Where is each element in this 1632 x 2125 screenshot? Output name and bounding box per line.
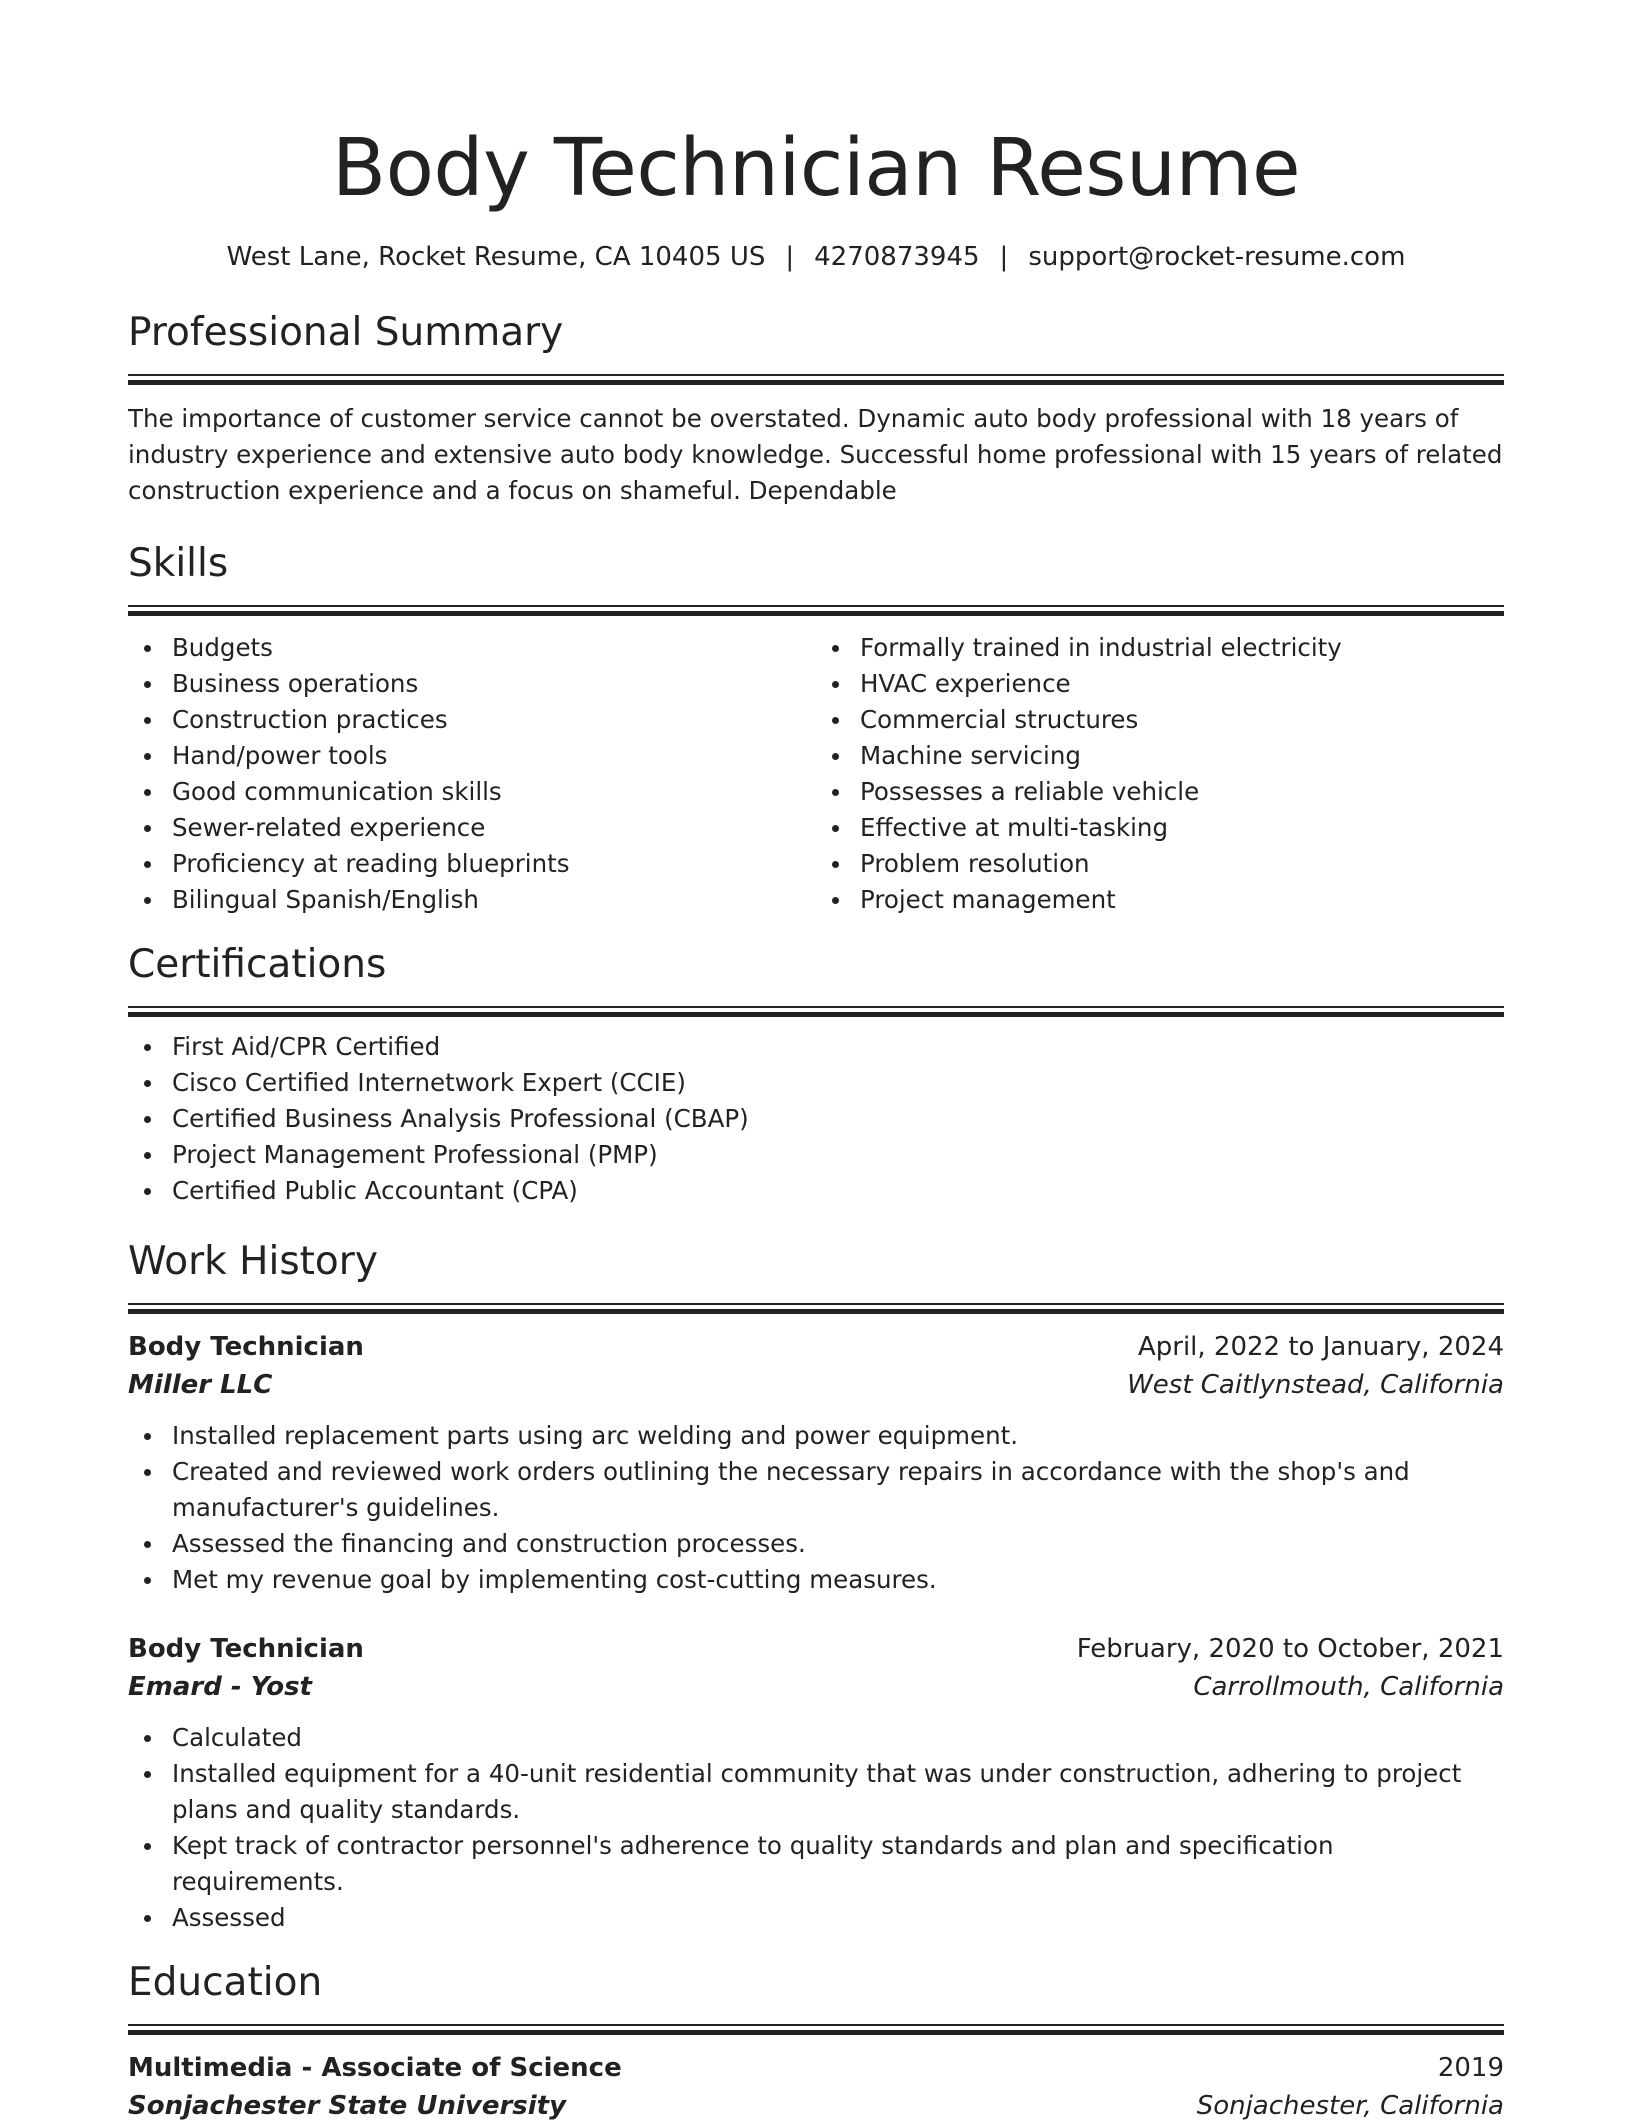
job-dates: April, 2022 to January, 2024 — [1137, 1332, 1504, 1362]
job-subheader — [128, 1668, 1504, 1706]
job-bullet: Met my revenue goal by implementing cost-cutting measures. — [128, 1562, 1504, 1598]
job-entry — [128, 1328, 1504, 1598]
skill-item: Sewer-related experience — [128, 810, 816, 846]
certification-item: Certified Public Accountant (CPA) — [128, 1173, 1504, 1209]
job-company: Emard - Yost — [128, 1672, 312, 1702]
job-bullets — [128, 1418, 1504, 1598]
contact-phone: 4270873945 — [814, 242, 980, 272]
education-school: Sonjachester State University — [128, 2091, 567, 2121]
section-divider — [128, 374, 1504, 385]
contact-line — [128, 240, 1504, 274]
skill-item: Hand/power tools — [128, 738, 816, 774]
job-title: Body Technician — [128, 1634, 364, 1664]
education-header — [128, 2049, 1504, 2087]
job-bullet: Installed equipment for a 40-unit residential community that was under construction, adhering to project plans and quality standards. — [128, 1756, 1504, 1828]
job-location: Carrollmouth, California — [1193, 1672, 1504, 1702]
skills-heading: Skills — [128, 541, 229, 586]
education-year: 2019 — [1437, 2053, 1504, 2083]
certifications-section — [128, 940, 1504, 1209]
summary-heading: Professional Summary — [128, 310, 564, 355]
contact-email: support@rocket-resume.com — [1028, 242, 1406, 272]
skill-item: Project management — [816, 882, 1504, 918]
skill-item: Formally trained in industrial electricity — [816, 630, 1504, 666]
education-heading: Education — [128, 1960, 323, 2005]
resume-title: Body Technician Resume — [331, 122, 1301, 214]
certification-item: Cisco Certified Internetwork Expert (CCIE) — [128, 1065, 1504, 1101]
skill-item: Possesses a reliable vehicle — [816, 774, 1504, 810]
job-header — [128, 1328, 1504, 1366]
skill-item: Effective at multi-tasking — [816, 810, 1504, 846]
section-divider — [128, 1006, 1504, 1017]
skill-item: Business operations — [128, 666, 816, 702]
job-bullet: Kept track of contractor personnel's adherence to quality standards and plan and specification requirements. — [128, 1828, 1504, 1900]
job-title: Body Technician — [128, 1332, 364, 1362]
job-entry — [128, 1630, 1504, 1936]
section-divider — [128, 2024, 1504, 2035]
job-bullet: Installed replacement parts using arc welding and power equipment. — [128, 1418, 1504, 1454]
certification-item: Certified Business Analysis Professional (CBAP) — [128, 1101, 1504, 1137]
job-subheader — [128, 1366, 1504, 1404]
section-divider — [128, 1303, 1504, 1314]
contact-address: West Lane, Rocket Resume, CA 10405 US — [226, 242, 766, 272]
skills-columns — [128, 630, 1504, 918]
skill-item: Good communication skills — [128, 774, 816, 810]
education-subheader — [128, 2087, 1504, 2125]
job-header — [128, 1630, 1504, 1668]
certifications-heading: Certifications — [128, 942, 387, 987]
skill-item: HVAC experience — [816, 666, 1504, 702]
job-bullet: Created and reviewed work orders outlining the necessary repairs in accordance with the shop's and manufacturer's guidelines. — [128, 1454, 1504, 1526]
job-bullet: Calculated — [128, 1720, 1504, 1756]
skill-item: Budgets — [128, 630, 816, 666]
work-history-section — [128, 1237, 1504, 1936]
contact-separator: | — [999, 242, 1009, 272]
section-divider — [128, 605, 1504, 616]
skill-item: Machine servicing — [816, 738, 1504, 774]
work-history-heading: Work History — [128, 1239, 378, 1284]
skill-item: Problem resolution — [816, 846, 1504, 882]
job-bullet: Assessed — [128, 1900, 1504, 1936]
skill-item: Bilingual Spanish/English — [128, 882, 816, 918]
job-bullets — [128, 1720, 1504, 1936]
summary-section — [128, 308, 1504, 509]
job-dates: February, 2020 to October, 2021 — [1076, 1634, 1504, 1664]
education-entry — [128, 2049, 1504, 2125]
education-section — [128, 1958, 1504, 2125]
skill-item: Construction practices — [128, 702, 816, 738]
skills-list-left — [128, 630, 816, 918]
job-bullet: Assessed the financing and construction processes. — [128, 1526, 1504, 1562]
certification-item: First Aid/CPR Certified — [128, 1029, 1504, 1065]
education-degree: Multimedia - Associate of Science — [128, 2053, 622, 2083]
summary-text: The importance of customer service cannot be overstated. Dynamic auto body professional with 18 years of industry experience and extensive auto body knowledge. Successful home professional with 15 years of related construction experience and a focus on shameful. Dependable — [128, 404, 1503, 505]
skills-list-right — [816, 630, 1504, 918]
job-location: West Caitlynstead, California — [1127, 1370, 1504, 1400]
skills-section — [128, 539, 1504, 918]
education-location: Sonjachester, California — [1196, 2091, 1504, 2121]
certification-item: Project Management Professional (PMP) — [128, 1137, 1504, 1173]
skill-item: Commercial structures — [816, 702, 1504, 738]
contact-separator: | — [785, 242, 795, 272]
certifications-list — [128, 1029, 1504, 1209]
job-company: Miller LLC — [128, 1370, 273, 1400]
skill-item: Proficiency at reading blueprints — [128, 846, 816, 882]
